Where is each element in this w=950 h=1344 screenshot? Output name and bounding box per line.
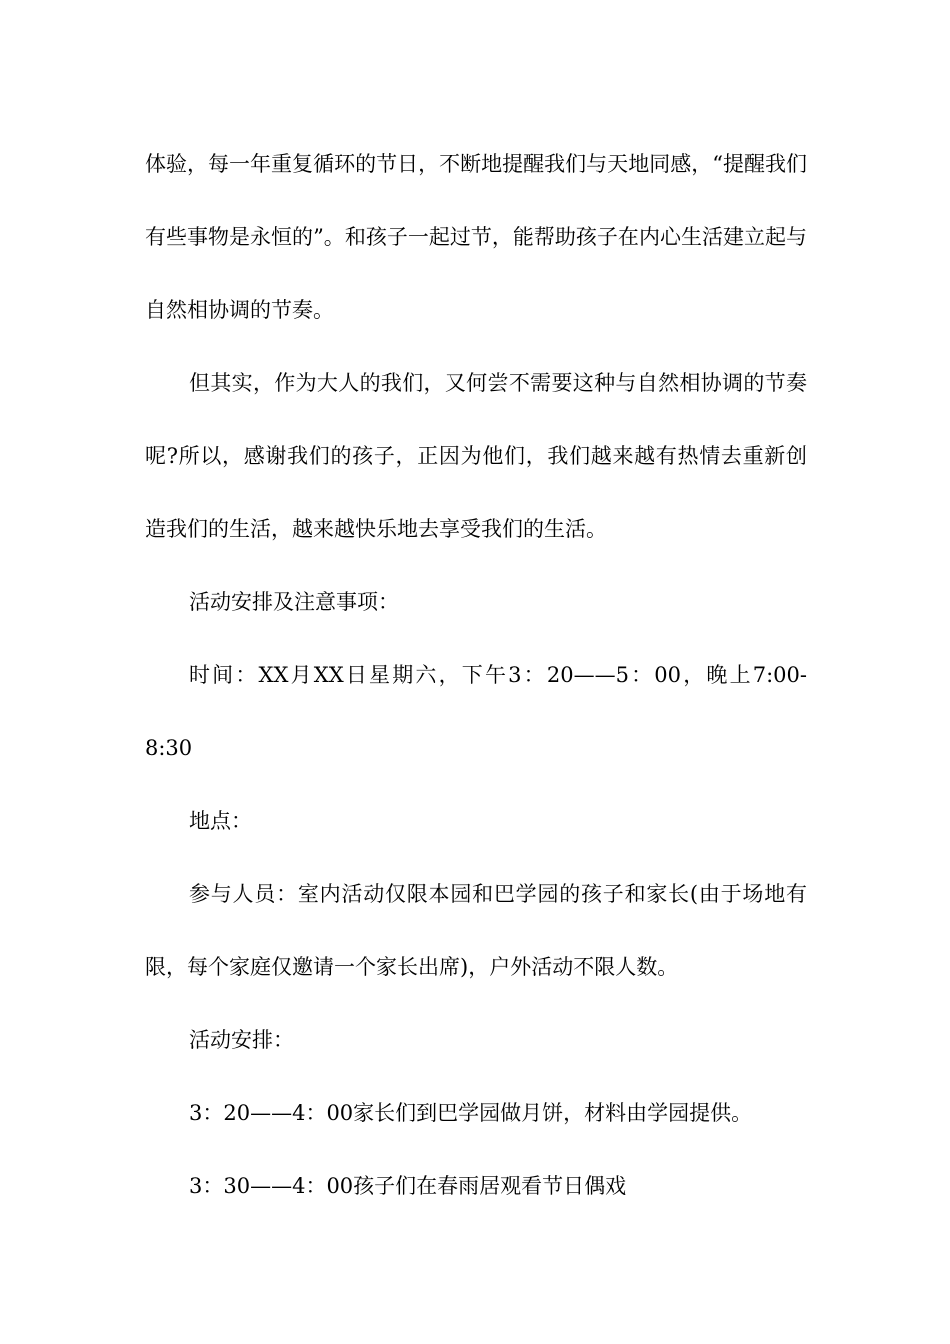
paragraph-participants: 参与人员：室内活动仅限本园和巴学园的孩子和家长(由于场地有限，每个家庭仅邀请一个家长出席)，户外活动不限人数。	[145, 882, 807, 979]
paragraph-intro-continuation: 体验，每一年重复循环的节日，不断地提醒我们与天地同感，“提醒我们有些事物是永恒的”。和孩子一起过节，能帮助孩子在内心生活建立起与自然相协调的节奏。	[145, 152, 807, 322]
paragraph-location: 地点：	[189, 809, 252, 833]
paragraph-adults-rhythm: 但其实，作为大人的我们，又何尝不需要这种与自然相协调的节奏呢?所以，感谢我们的孩子，正因为他们，我们越来越有热情去重新创造我们的生活，越来越快乐地去享受我们的生活。	[145, 371, 807, 541]
paragraph-time: 时间：XX月XX日星期六，下午3：20——5：00，晚上7:00-8:30	[145, 663, 807, 760]
paragraph-schedule-heading: 活动安排：	[189, 1028, 294, 1052]
document-body	[145, 128, 807, 1223]
paragraph-schedule-item-1: 3：20——4：00家长们到巴学园做月饼，材料由学园提供。	[189, 1101, 753, 1125]
paragraph-schedule-item-2: 3：30——4：00孩子们在春雨居观看节日偶戏	[189, 1174, 627, 1198]
paragraph-arrangements-heading: 活动安排及注意事项：	[189, 590, 399, 614]
